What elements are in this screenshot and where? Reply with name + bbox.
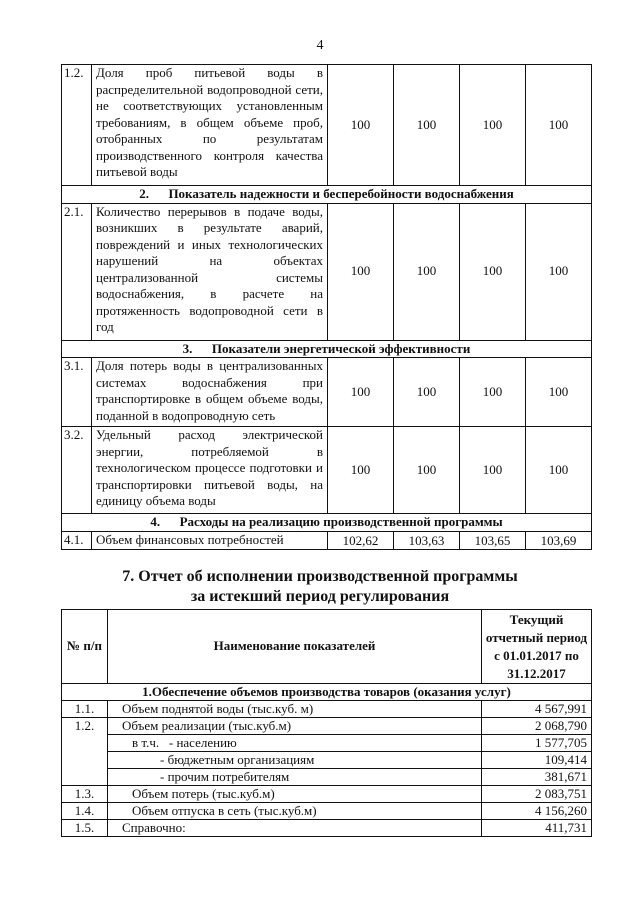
section-row — [62, 514, 592, 532]
value-cell: 100 — [460, 358, 526, 427]
value-cell: 100 — [328, 358, 394, 427]
indicator-name: Объем финансовых потребностей — [92, 531, 328, 549]
value-cell: 100 — [394, 358, 460, 427]
value-cell: 100 — [460, 427, 526, 514]
value-cell: 103,65 — [460, 531, 526, 549]
value-cell: 100 — [394, 427, 460, 514]
table-row — [62, 735, 592, 752]
value-cell: 1 577,705 — [482, 735, 592, 752]
indicator-name: Доля проб питьевой воды в распределительной водопроводной сети, не соответствующих установленным требованиям, в общем объеме проб, отобранных по результатам производственного контроля качества питьевой воды — [92, 65, 328, 186]
value-cell: 102,62 — [328, 531, 394, 549]
value-cell: 100 — [460, 65, 526, 186]
value-cell: 100 — [526, 65, 592, 186]
value-cell: 2 083,751 — [482, 786, 592, 803]
section-title: 2. Показатель надежности и бесперебойности водоснабжения — [62, 186, 592, 204]
indicator-name: - прочим потребителям — [108, 769, 482, 786]
section-row — [62, 340, 592, 358]
value-cell: 100 — [394, 65, 460, 186]
table-row — [62, 769, 592, 786]
table-row — [62, 358, 592, 427]
indicator-name: Количество перерывов в подаче воды, возникших в результате аварий, повреждений и иных технологических нарушений на объектах централизованной системы водоснабжения, в расчете на протяженность водопроводной сети в год — [92, 203, 328, 340]
section-row — [62, 684, 592, 701]
indicator-name: Объем отпуска в сеть (тыс.куб.м) — [108, 803, 482, 820]
table-row — [62, 203, 592, 340]
value-cell: 100 — [526, 203, 592, 340]
report-table — [61, 609, 592, 837]
header-period: Текущий отчетный период с 01.01.2017 по 31.12.2017 — [482, 610, 592, 684]
table-row — [62, 820, 592, 837]
indicator-name: - бюджетным организациям — [108, 752, 482, 769]
row-number: 4.1. — [62, 531, 92, 549]
value-cell: 411,731 — [482, 820, 592, 837]
value-cell: 100 — [328, 203, 394, 340]
table-row — [62, 752, 592, 769]
row-number: 1.2. — [62, 65, 92, 186]
section-title: 1.Обеспечение объемов производства товаров (оказания услуг) — [62, 684, 592, 701]
row-number: 1.5. — [62, 820, 108, 837]
value-cell: 103,69 — [526, 531, 592, 549]
section-title: 3. Показатели энергетической эффективности — [62, 340, 592, 358]
indicator-name: Объем поднятой воды (тыс.куб. м) — [108, 701, 482, 718]
section-row — [62, 186, 592, 204]
row-number: 3.1. — [62, 358, 92, 427]
value-cell: 100 — [394, 203, 460, 340]
row-number: 1.4. — [62, 803, 108, 820]
row-number: 1.1. — [62, 701, 108, 718]
section-title: 4. Расходы на реализацию производственной программы — [62, 514, 592, 532]
header-num: № п/п — [62, 610, 108, 684]
indicator-name: Объем потерь (тыс.куб.м) — [108, 786, 482, 803]
value-cell: 109,414 — [482, 752, 592, 769]
table-row — [62, 718, 592, 735]
header-row — [62, 610, 592, 684]
header-name: Наименование показателей — [108, 610, 482, 684]
indicator-name: Объем реализации (тыс.куб.м) — [108, 718, 482, 735]
row-number: 1.2. — [62, 718, 108, 786]
indicators-table — [61, 64, 592, 550]
indicator-name: Удельный расход электрической энергии, потребляемой в технологическом процессе подготовки и транспортировки питьевой воды, на единицу объема воды — [92, 427, 328, 514]
row-number: 3.2. — [62, 427, 92, 514]
indicator-name: Справочно: — [108, 820, 482, 837]
value-cell: 2 068,790 — [482, 718, 592, 735]
table-row — [62, 786, 592, 803]
value-cell: 100 — [526, 427, 592, 514]
value-cell: 381,671 — [482, 769, 592, 786]
row-number: 2.1. — [62, 203, 92, 340]
section-heading — [0, 567, 640, 607]
value-cell: 4 156,260 — [482, 803, 592, 820]
heading-line-1: 7. Отчет об исполнении производственной программы — [122, 568, 518, 585]
table-row — [62, 701, 592, 718]
value-cell: 103,63 — [394, 531, 460, 549]
row-number: 1.3. — [62, 786, 108, 803]
table-row — [62, 427, 592, 514]
indicator-name: Доля потерь воды в централизованных системах водоснабжения при транспортировке в общем объеме воды, поданной в водопроводную сеть — [92, 358, 328, 427]
value-cell: 100 — [526, 358, 592, 427]
table-row — [62, 531, 592, 549]
indicator-name: в т.ч. - населению — [108, 735, 482, 752]
table-row — [62, 803, 592, 820]
heading-line-2: за истекший период регулирования — [190, 588, 450, 605]
value-cell: 100 — [328, 65, 394, 186]
table-row — [62, 65, 592, 186]
value-cell: 100 — [328, 427, 394, 514]
value-cell: 100 — [460, 203, 526, 340]
value-cell: 4 567,991 — [482, 701, 592, 718]
page-number: 4 — [316, 38, 324, 53]
